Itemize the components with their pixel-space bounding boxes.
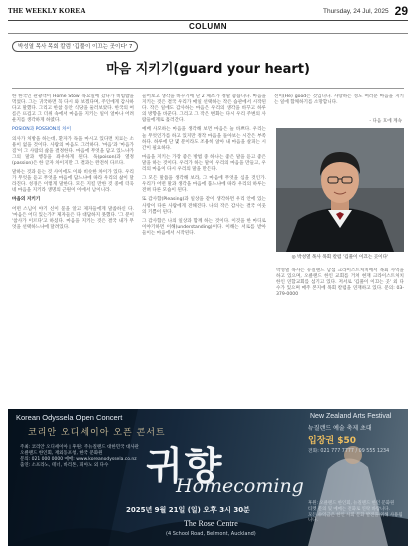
author-portrait-image [276,128,404,252]
paragraph: 그 감사함은 나의 일상과 함께 하는 것이다. 이것을 한 마디로 이야기하면 이해(understanding)이다. 이해는 서로를 받아들이는 마음에서 시작된다. [142,218,266,236]
ad-right-info-line: 후원: 오클랜드 한인회, 뉴질랜드 한인 문화원 [308,501,395,506]
ad-info-line: 문의: 021 000 0000 예매: www.koreanodyssela.co.nz [20,457,137,462]
issue-date: Thursday, 24 Jul, 2025 [322,7,389,15]
paragraph: 마음을 지키는 가장 좋은 방법 중 하나는 좋은 말을 듣고 좋은 말을 하는 것이다. 우리가 하는 말이 우리의 마음을 만들고, 우리의 마음이 다시 우리의 말을 만든다. [142,154,266,173]
section-rule [8,33,408,34]
article-title: 마음 지키기(guard your heart) [106,62,310,77]
ad-festival-korean: 뉴질랜드 예술 축제 초대 [308,425,372,432]
paragraph: 어떤 스님이 야기 신이 묻을 알고 제자들에게 말씀하신 다. '마음은 어디 있는가?' 제자들은 다 대답하지 못했다. '그 분이 '참사가 이르다'고 하셨다. 마음을 지키는 것은 결국 내가 무엇을 선택하느냐에 달려있다. [12,206,134,230]
ad-info-line: 주최: 코리안 오디세이아 | 후원: 주뉴질랜드 대한민국 대사관 [20,445,139,450]
ad-info-line: 오클랜드 한인회, 재외동포청, 한국 문화원 [20,451,103,456]
paragraph: 들어보고 생각을 바꾸기에 단 2 체조가 정말 좋습니다. 마음을 지키는 것은 결국 우리가 매일 선택하는 작은 습관에서 시작된다. 작은 일에도 감사하는 마음은 우리의 생각을 바꾸고 하루의 방향을 바꾼다. 그리고 그 작은 변화는 다시 우리 주변의 사람들에게로 흘러간다. [142,94,266,124]
ad-event-date: 2025년 9월 21일 (일) 오후 3시 30분 [126,506,250,514]
paragraph: 한 한국인 관광객이 Home Stow 목요일에 갔다가 비빔밥을 먹었다. 그는 귀국하면 꼭 다시 와 보겠다며, 주인에게 감사하다고 말했다. 그리고 한참 동안 식당을 둘러보았다. 한국의 여름은 뜨겁고 그 더위 속에서 마음을 지키는 일이 얼마나 어려운지를 생각하게 하였다. [12,94,134,124]
subheading: POSION과 POSSION의 차이 [12,127,72,133]
ad-phone: 전화: 021 777 7777 / 09 555 1234 [308,449,390,454]
ad-korean-subtitle: 코리안 오디세이아 오픈 콘서트 [28,428,166,438]
ad-address: (4 School Road, Belmont, Auckland) [166,531,256,537]
subheading: 마음의 지키기 [12,197,41,203]
page-number: 29 [394,4,408,18]
publication-name: THE WEEKLY KOREA [8,7,86,15]
page-header [8,4,408,18]
ad-festival-title: New Zealand Arts Festival [310,413,392,420]
paragraph: 선이(He) good은 것입니다. 사랑하는 성도 여러분 마음을 지키는 일에 함께하기를 소망합니다. [274,94,404,106]
paragraph: 말하는 것과 듣는 것 사이에도 이와 비슷한 차이가 있다. 우리가 무엇을 듣고 무엇을 마음에 담느냐에 따라 우리의 삶이 달라진다. 성경은 이렇게 말한다. 모든 지킬 만한 것 중에 더욱 네 마음을 지키라 생명의 근원이 이에서 남이니라. [12,170,134,194]
ad-right-info-line: 티켓 문의 및 예매는 전화로 연락 바랍니다. [308,506,390,512]
paragraph: 의사가 처방을 하는데, 환자가 독을 마시고 있다면 치료는 소용이 없을 것이다. 사람의 마음도 그러하다. '마음'과 '마음가짐'이 그 사람의 삶을 결정한다. 마음에 무엇을 담고 있느냐가 그의 말과 행동을 좌우하게 된다. 독(poison)과 열정(passion)은 한 글자 차이지만 그 결과는 완전히 다르다. [12,136,134,166]
paragraph: 그 모든 말씀을 생각해 보라, 그 마음에 무엇을 심을 것인가. 우리가 어떤 말과 생각을 마음에 품느냐에 따라 우리의 하루는 전혀 다른 모습이 된다. [142,176,266,194]
author-photo [276,128,404,252]
column-series-tag: 박성열 목사 목회 칼럼 '깁풀이 이끄는 곳이다' 7 [12,41,138,52]
ad-info-line: 출연: 소프라노, 테너, 바리톤, 피아노 외 다수 [20,463,109,468]
concert-advertisement [8,409,408,546]
ad-info-list [20,445,140,469]
article-column-1 [12,94,134,402]
photo-caption: ◎ 박성열 목사 목회 칼럼 '깁풀이 이끄는 곳이다' [291,255,389,260]
title-rule [12,88,404,89]
paragraph: 또 감사함(Pleasing)과 일상을 같이 생각하면 우리 안에 있는 사랑이 다른 사람에게 전해진다. 나의 작은 감사는 결국 이웃의 기쁨이 된다. [142,197,266,215]
header-rule [8,20,408,21]
ad-right-info-line: 모든 수익금은 한인 사회 문화 발전을 위해 사용됩니다. [308,512,403,524]
date-area [323,4,408,18]
ad-english-title: Homecoming [176,475,304,497]
paragraph: 예배 사모하는 마음을 생각해 보면 마음은 늘 바쁘다. 우리는 늘 무엇인가를 하고 있지만 정작 마음을 돌아보는 시간은 부족하다. 하루에 단 몇 분이라도 조용히 앉아 내 마음을 살피는 시간이 필요하다. [142,127,266,151]
article-byline: - 다음 호에 계속 [369,119,402,124]
article-column-2 [142,94,266,402]
ad-venue: The Rose Centre [184,519,238,528]
ad-right-info [308,501,404,524]
ad-organizer: Korean Odyssela Open Concert [16,413,123,422]
author-bio: 박성열 목사는 뉴질랜드 남섬 크라이스트처치에서 목회 사역을 하고 있으며, 오클랜드 한인 교회를 거쳐 현재 크라이스트처치 한인 연합교회를 섬기고 있다. 저서로 '깁풀이 이끄는 곳' 외 다수가 있으며 매주 본지에 목회 칼럼을 연재하고 있다. 문의: 03-379-0000 [276,268,404,298]
article-column-3 [274,94,404,116]
ad-ticket-price: 입장권 $50 [308,436,357,446]
ad-main-title: 귀향 [146,443,224,488]
section-label: COLUMN [188,22,228,31]
